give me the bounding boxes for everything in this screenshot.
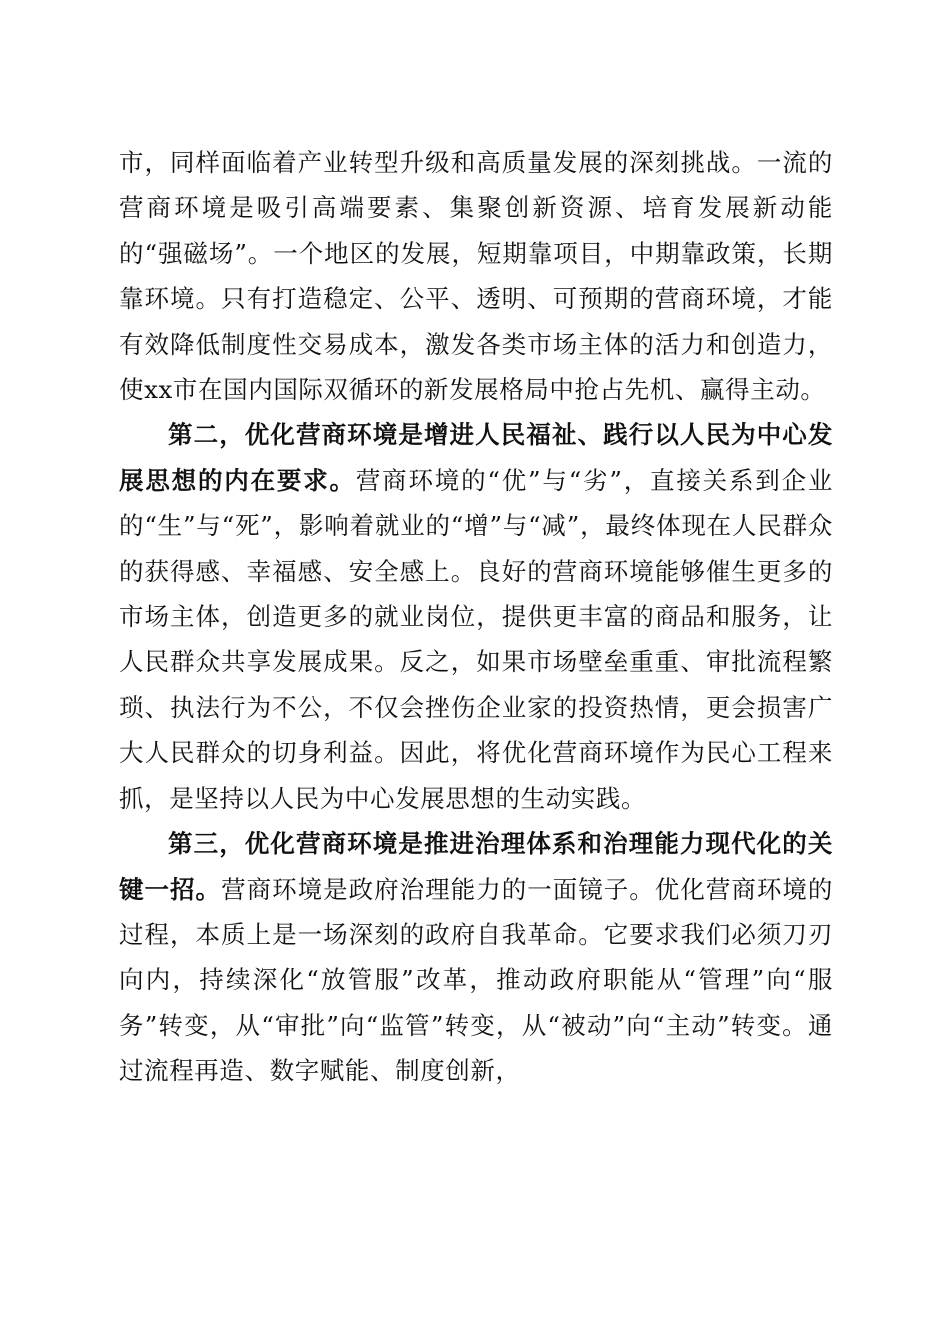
paragraph-text: 市，同样面临着产业转型升级和高质量发展的深刻挑战。一流的营商环境是吸引高端要素、集聚创新资源、培育发展新动能的“强磁场”。一个地区的发展，短期靠项目，中期靠政策，长期靠环境。只有打造稳定、公平、透明、可预期的营商环境，才能有效降低制度性交易成本，激发各类市场主体的活力和创造力，使xx市在国内国际双循环的新发展格局中抢占先机、赢得主动。 — [119, 148, 833, 405]
paragraph-text: 营商环境的“优”与“劣”，直接关系到企业的“生”与“死”，影响着就业的“增”与“减”，最终体现在人民群众的获得感、幸福感、安全感上。良好的营商环境能够催生更多的市场主体，创造更多的就业岗位，提供更丰富的商品和服务，让人民群众共享发展成果。反之，如果市场壁垒重重、审批流程繁琐、执法行为不公，不仅会挫伤企业家的投资热情，更会损害广大人民群众的切身利益。因此，将优化营商环境作为民心工程来抓，是坚持以人民为中心发展思想的生动实践。 — [119, 465, 833, 813]
paragraph-text: 营商环境是政府治理能力的一面镜子。优化营商环境的过程，本质上是一场深刻的政府自我革命。它要求我们必须刀刃向内，持续深化“放管服”改革，推动政府职能从“管理”向“服务”转变，从“审批”向“监管”转变，从“被动”向“主动”转变。通过流程再造、数字赋能、制度创新， — [119, 874, 833, 1086]
paragraph-continuation — [119, 140, 833, 412]
paragraph-third-point — [119, 821, 833, 1093]
document-body — [119, 140, 833, 1094]
paragraph-lead-heading: 第二，优化营商环境是增进人民福祉、践行以人民为中心发展思想的内在要求。 — [119, 420, 833, 495]
paragraph-second-point — [119, 412, 833, 821]
paragraph-lead-heading: 第三，优化营商环境是推进治理体系和治理能力现代化的关键一招。 — [119, 829, 833, 904]
